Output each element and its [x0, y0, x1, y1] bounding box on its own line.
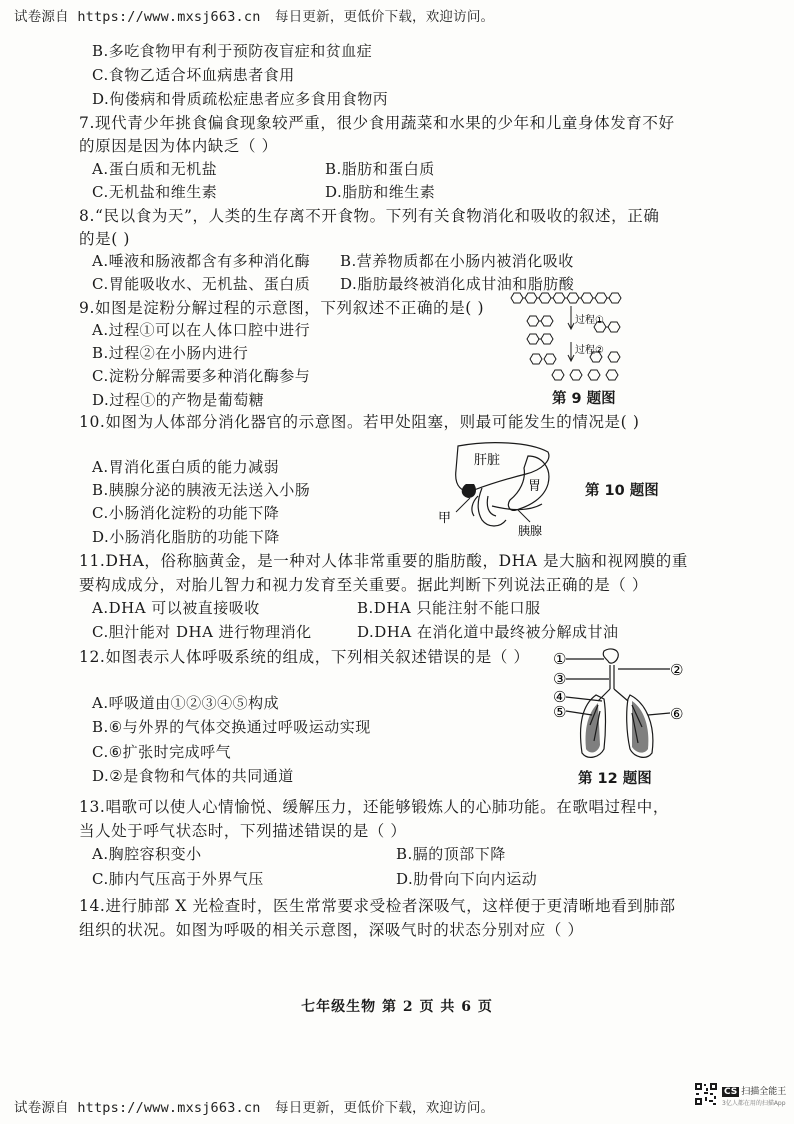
q8-option-b: B.营养物质都在小肠内被消化吸收	[340, 252, 574, 270]
num-6-label: ⑥	[670, 705, 684, 723]
starch-breakdown-diagram	[505, 290, 630, 390]
q7-stem-line-2: 的原因是因为体内缺乏（ ）	[79, 137, 278, 155]
q13-stem-line-1: 13.唱歌可以使人心情愉悦、缓解压力，还能够锻炼人的心肺功能。在歌唱过程中，	[79, 798, 669, 816]
top-banner	[14, 5, 494, 25]
q12-option-c: C.⑥扩张时完成呼气	[92, 743, 232, 761]
q9-figure-caption: 第 9 题图	[552, 391, 616, 407]
q9-option-b: B.过程②在小肠内进行	[92, 344, 249, 362]
q9-option-c: C.淀粉分解需要多种消化酶参与	[92, 367, 311, 385]
process-1-label: 过程①	[575, 315, 604, 326]
liver-label: 肝脏	[474, 453, 501, 468]
num-1-label: ①	[553, 650, 567, 668]
q11-stem-line-2: 要构成成分，对胎儿智力和视力发育至关重要。据此判断下列说法正确的是（ ）	[79, 576, 649, 594]
bottom-banner	[14, 1096, 494, 1116]
q13-option-d: D.肋骨向下向内运动	[396, 870, 538, 888]
page-footer: 七年级生物 第 2 页 共 6 页	[301, 999, 493, 1015]
q12-figure-caption: 第 12 题图	[578, 771, 652, 787]
q8-option-d: D.脂肪最终被消化成甘油和脂肪酸	[340, 275, 575, 293]
q8-option-c: C.胃能吸收水、无机盐、蛋白质	[92, 275, 311, 293]
q11-option-a: A.DHA 可以被直接吸收	[92, 599, 260, 617]
banner-url-link[interactable]: https://www.mxsj663.cn	[77, 9, 261, 25]
cs-logo-icon: CS	[724, 1087, 738, 1097]
q10-stem: 10.如图为人体部分消化器官的示意图。若甲处阻塞，则最可能发生的情况是( )	[79, 413, 640, 431]
q10-option-c: C.小肠消化淀粉的功能下降	[92, 504, 280, 522]
q8-stem-line-1: 8.“民以食为天”，人类的生存离不开食物。下列有关食物消化和吸收的叙述，正确	[79, 207, 660, 225]
q9-stem: 9.如图是淀粉分解过程的示意图，下列叙述不正确的是( )	[79, 299, 485, 317]
banner-url-link[interactable]: https://www.mxsj663.cn	[77, 1100, 261, 1116]
q11-option-b: B.DHA 只能注射不能口服	[357, 599, 541, 617]
banner-source-label: 试卷源自	[14, 9, 69, 25]
stomach-label: 胃	[528, 479, 542, 494]
q13-option-a: A.胸腔容积变小	[92, 845, 202, 863]
q11-option-d: D.DHA 在消化道中最终被分解成甘油	[357, 623, 619, 641]
pancreas-label: 胰腺	[518, 524, 543, 538]
q7-option-b: B.脂肪和蛋白质	[325, 160, 435, 178]
q10-option-a: A.胃消化蛋白质的能力减弱	[92, 458, 280, 476]
q13-option-b: B.膈的顶部下降	[396, 845, 506, 863]
q14-stem-line-1: 14.进行肺部 X 光检查时，医生常常要求受检者深吸气，这样便于更清晰地看到肺部	[79, 897, 676, 915]
num-4-label: ④	[553, 688, 567, 706]
num-2-label: ②	[670, 661, 684, 679]
q11-option-c: C.胆汁能对 DHA 进行物理消化	[92, 623, 312, 641]
q10-figure-caption: 第 10 题图	[585, 483, 659, 499]
digestive-organs-diagram	[430, 440, 580, 540]
q14-stem-line-2: 组织的状况。如图为呼吸的相关示意图，深吸气时的状态分别对应（ ）	[79, 921, 584, 939]
qr-code-icon	[694, 1082, 718, 1106]
jia-label: 甲	[438, 511, 452, 526]
q7-option-d: D.脂肪和维生素	[325, 183, 436, 201]
q8-option-a: A.唾液和肠液都含有多种消化酶	[92, 252, 311, 270]
q6-option-d: D.佝偻病和骨质疏松症患者应多食用食物丙	[92, 90, 389, 108]
q6-option-c: C.食物乙适合坏血病患者食用	[92, 66, 295, 84]
q12-stem: 12.如图表示人体呼吸系统的组成，下列相关叙述错误的是（ ）	[79, 648, 530, 666]
q12-option-d: D.②是食物和气体的共同通道	[92, 767, 294, 785]
banner-tagline: 每日更新，更低价下载，欢迎访问。	[275, 9, 495, 25]
banner-tagline: 每日更新，更低价下载，欢迎访问。	[275, 1100, 495, 1116]
q12-option-b: B.⑥与外界的气体交换通过呼吸运动实现	[92, 718, 371, 736]
q12-option-a: A.呼吸道由①②③④⑤构成	[92, 694, 280, 712]
scanner-app-badge	[722, 1084, 786, 1107]
respiratory-system-diagram	[552, 645, 692, 767]
num-3-label: ③	[553, 670, 567, 688]
q9-option-d: D.过程①的产物是葡萄糖	[92, 391, 265, 409]
q9-option-a: A.过程①可以在人体口腔中进行	[92, 321, 311, 339]
scanner-app-name: 扫描全能王	[741, 1087, 787, 1097]
process-2-label: 过程②	[575, 345, 604, 356]
banner-source-label: 试卷源自	[14, 1100, 69, 1116]
q13-option-c: C.肺内气压高于外界气压	[92, 870, 264, 888]
scanner-app-subtitle: 3亿人都在用的扫描App	[722, 1100, 786, 1107]
q7-option-a: A.蛋白质和无机盐	[92, 160, 218, 178]
q7-option-c: C.无机盐和维生素	[92, 183, 218, 201]
q11-stem-line-1: 11.DHA，俗称脑黄金，是一种对人体非常重要的脂肪酸，DHA 是大脑和视网膜的重	[79, 552, 688, 570]
q7-stem-line-1: 7.现代青少年挑食偏食现象较严重，很少食用蔬菜和水果的少年和儿童身体发育不好	[79, 114, 675, 132]
q6-option-b: B.多吃食物甲有利于预防夜盲症和贫血症	[92, 42, 373, 60]
q13-stem-line-2: 当人处于呼气状态时，下列描述错误的是（ ）	[79, 822, 407, 840]
q10-option-b: B.胰腺分泌的胰液无法送入小肠	[92, 481, 311, 499]
q10-option-d: D.小肠消化脂肪的功能下降	[92, 528, 280, 546]
num-5-label: ⑤	[553, 703, 567, 721]
q8-stem-line-2: 的是( )	[79, 230, 131, 248]
